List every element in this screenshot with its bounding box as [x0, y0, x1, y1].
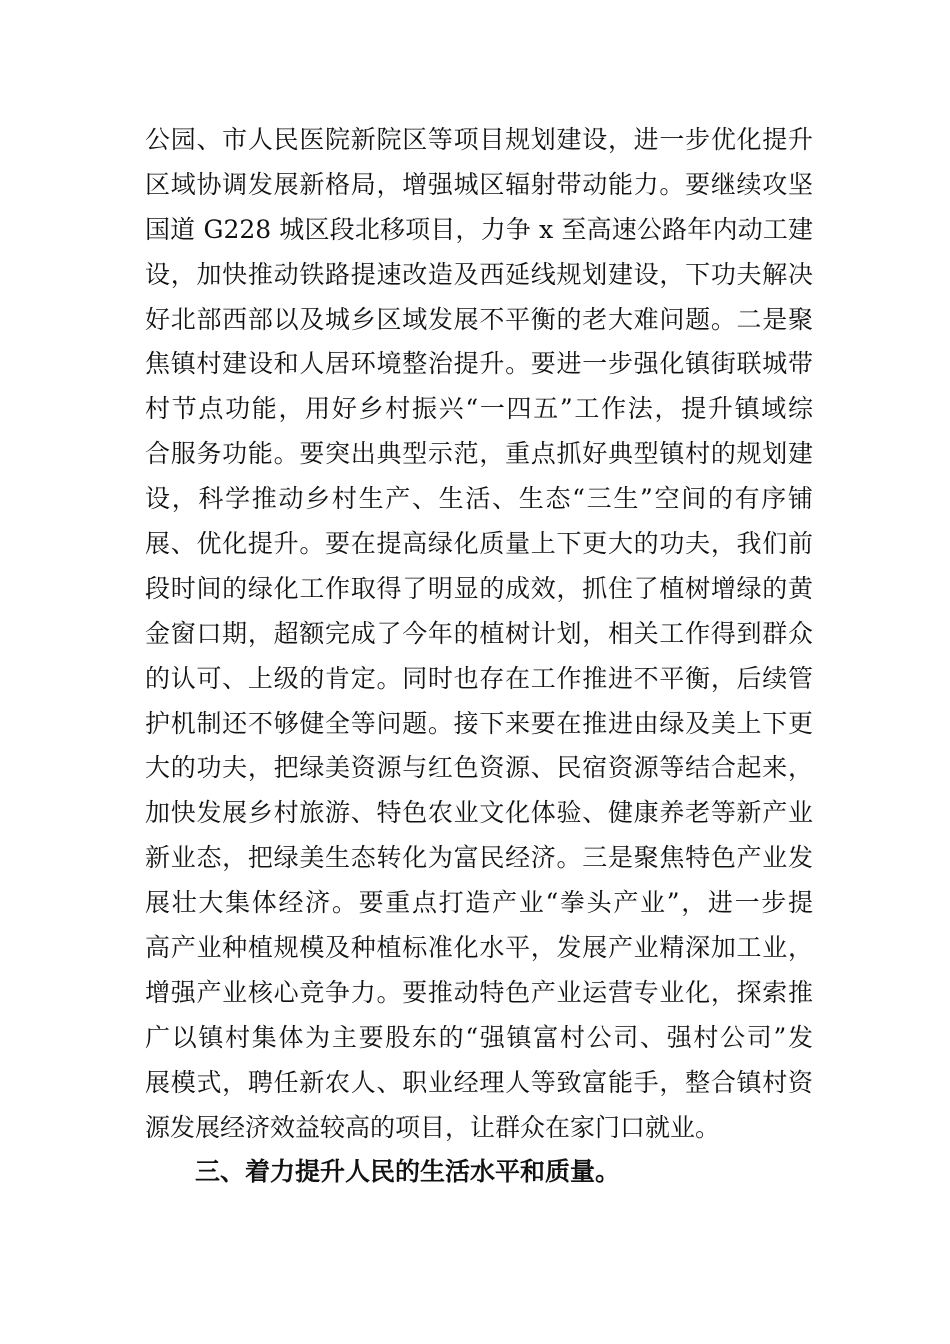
paragraph-line: 源发展经济效益较高的项目，让群众在家门口就业。 — [145, 1112, 721, 1142]
paragraph-line: 展模式，聘任新农人、职业经理人等致富能手，整合镇村资 — [145, 1067, 813, 1097]
section-heading: 三、着力提升人民的生活水平和质量。 — [195, 1157, 621, 1187]
paragraph-line: 村节点功能，用好乡村振兴“一四五”工作法，提升镇域综 — [145, 394, 813, 424]
paragraph-line: 展壮大集体经济。要重点打造产业“拳头产业”，进一步提 — [145, 888, 813, 918]
paragraph-line: 公园、市人民医院新院区等项目规划建设，进一步优化提升 — [145, 125, 813, 154]
paragraph-line: 的认可、上级的肯定。同时也存在工作推进不平衡，后续管 — [145, 663, 813, 693]
paragraph-line: 展、优化提升。要在提高绿化质量上下更大的功夫，我们前 — [145, 529, 813, 559]
paragraph-line: 增强产业核心竞争力。要推动特色产业运营专业化，探索推 — [145, 977, 813, 1007]
paragraph-line: 新业态，把绿美生态转化为富民经济。三是聚焦特色产业发 — [145, 843, 813, 873]
paragraph-line: 加快发展乡村旅游、特色农业文化体验、健康养老等新产业 — [145, 798, 813, 828]
paragraph-line: 区域协调发展新格局，增强城区辐射带动能力。要继续攻坚 — [145, 169, 813, 199]
paragraph-line: 护机制还不够健全等问题。接下来要在推进由绿及美上下更 — [145, 708, 813, 738]
paragraph-line: 焦镇村建设和人居环境整治提升。要进一步强化镇街联城带 — [145, 349, 813, 379]
paragraph-line: 设，加快推动铁路提速改造及西延线规划建设，下功夫解决 — [145, 259, 813, 289]
paragraph-line: 设，科学推动乡村生产、生活、生态“三生”空间的有序铺 — [145, 484, 813, 514]
paragraph-line: 广以镇村集体为主要股东的“强镇富村公司、强村公司”发 — [145, 1022, 813, 1052]
paragraph-line: 合服务功能。要突出典型示范，重点抓好典型镇村的规划建 — [145, 439, 813, 469]
paragraph-line: 高产业种植规模及种植标准化水平，发展产业精深加工业， — [145, 933, 813, 963]
paragraph-line: 大的功夫，把绿美资源与红色资源、民宿资源等结合起来， — [145, 753, 813, 783]
document-body — [145, 118, 813, 1195]
paragraph-line: 好北部西部以及城乡区域发展不平衡的老大难问题。二是聚 — [145, 304, 813, 334]
paragraph-line: 国道 G228 城区段北移项目，力争 x 至高速公路年内动工建 — [145, 214, 813, 244]
paragraph-line: 金窗口期，超额完成了今年的植树计划，相关工作得到群众 — [145, 618, 813, 648]
paragraph-line: 段时间的绿化工作取得了明显的成效，抓住了植树增绿的黄 — [145, 573, 813, 603]
